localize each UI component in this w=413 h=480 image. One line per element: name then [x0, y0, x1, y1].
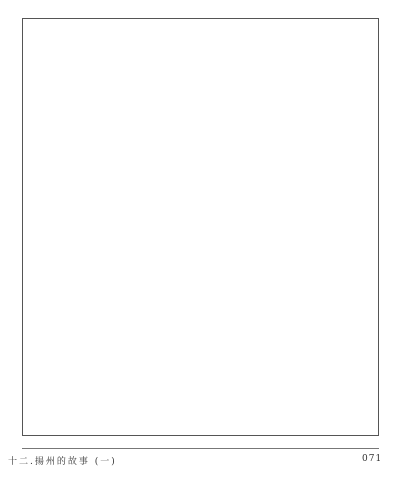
text-frame	[22, 18, 379, 436]
footer-rule	[22, 448, 379, 449]
body-text	[27, 23, 374, 431]
running-title: 十二.揚州的故事 (一)	[8, 457, 117, 467]
page-number: 071	[362, 454, 383, 464]
